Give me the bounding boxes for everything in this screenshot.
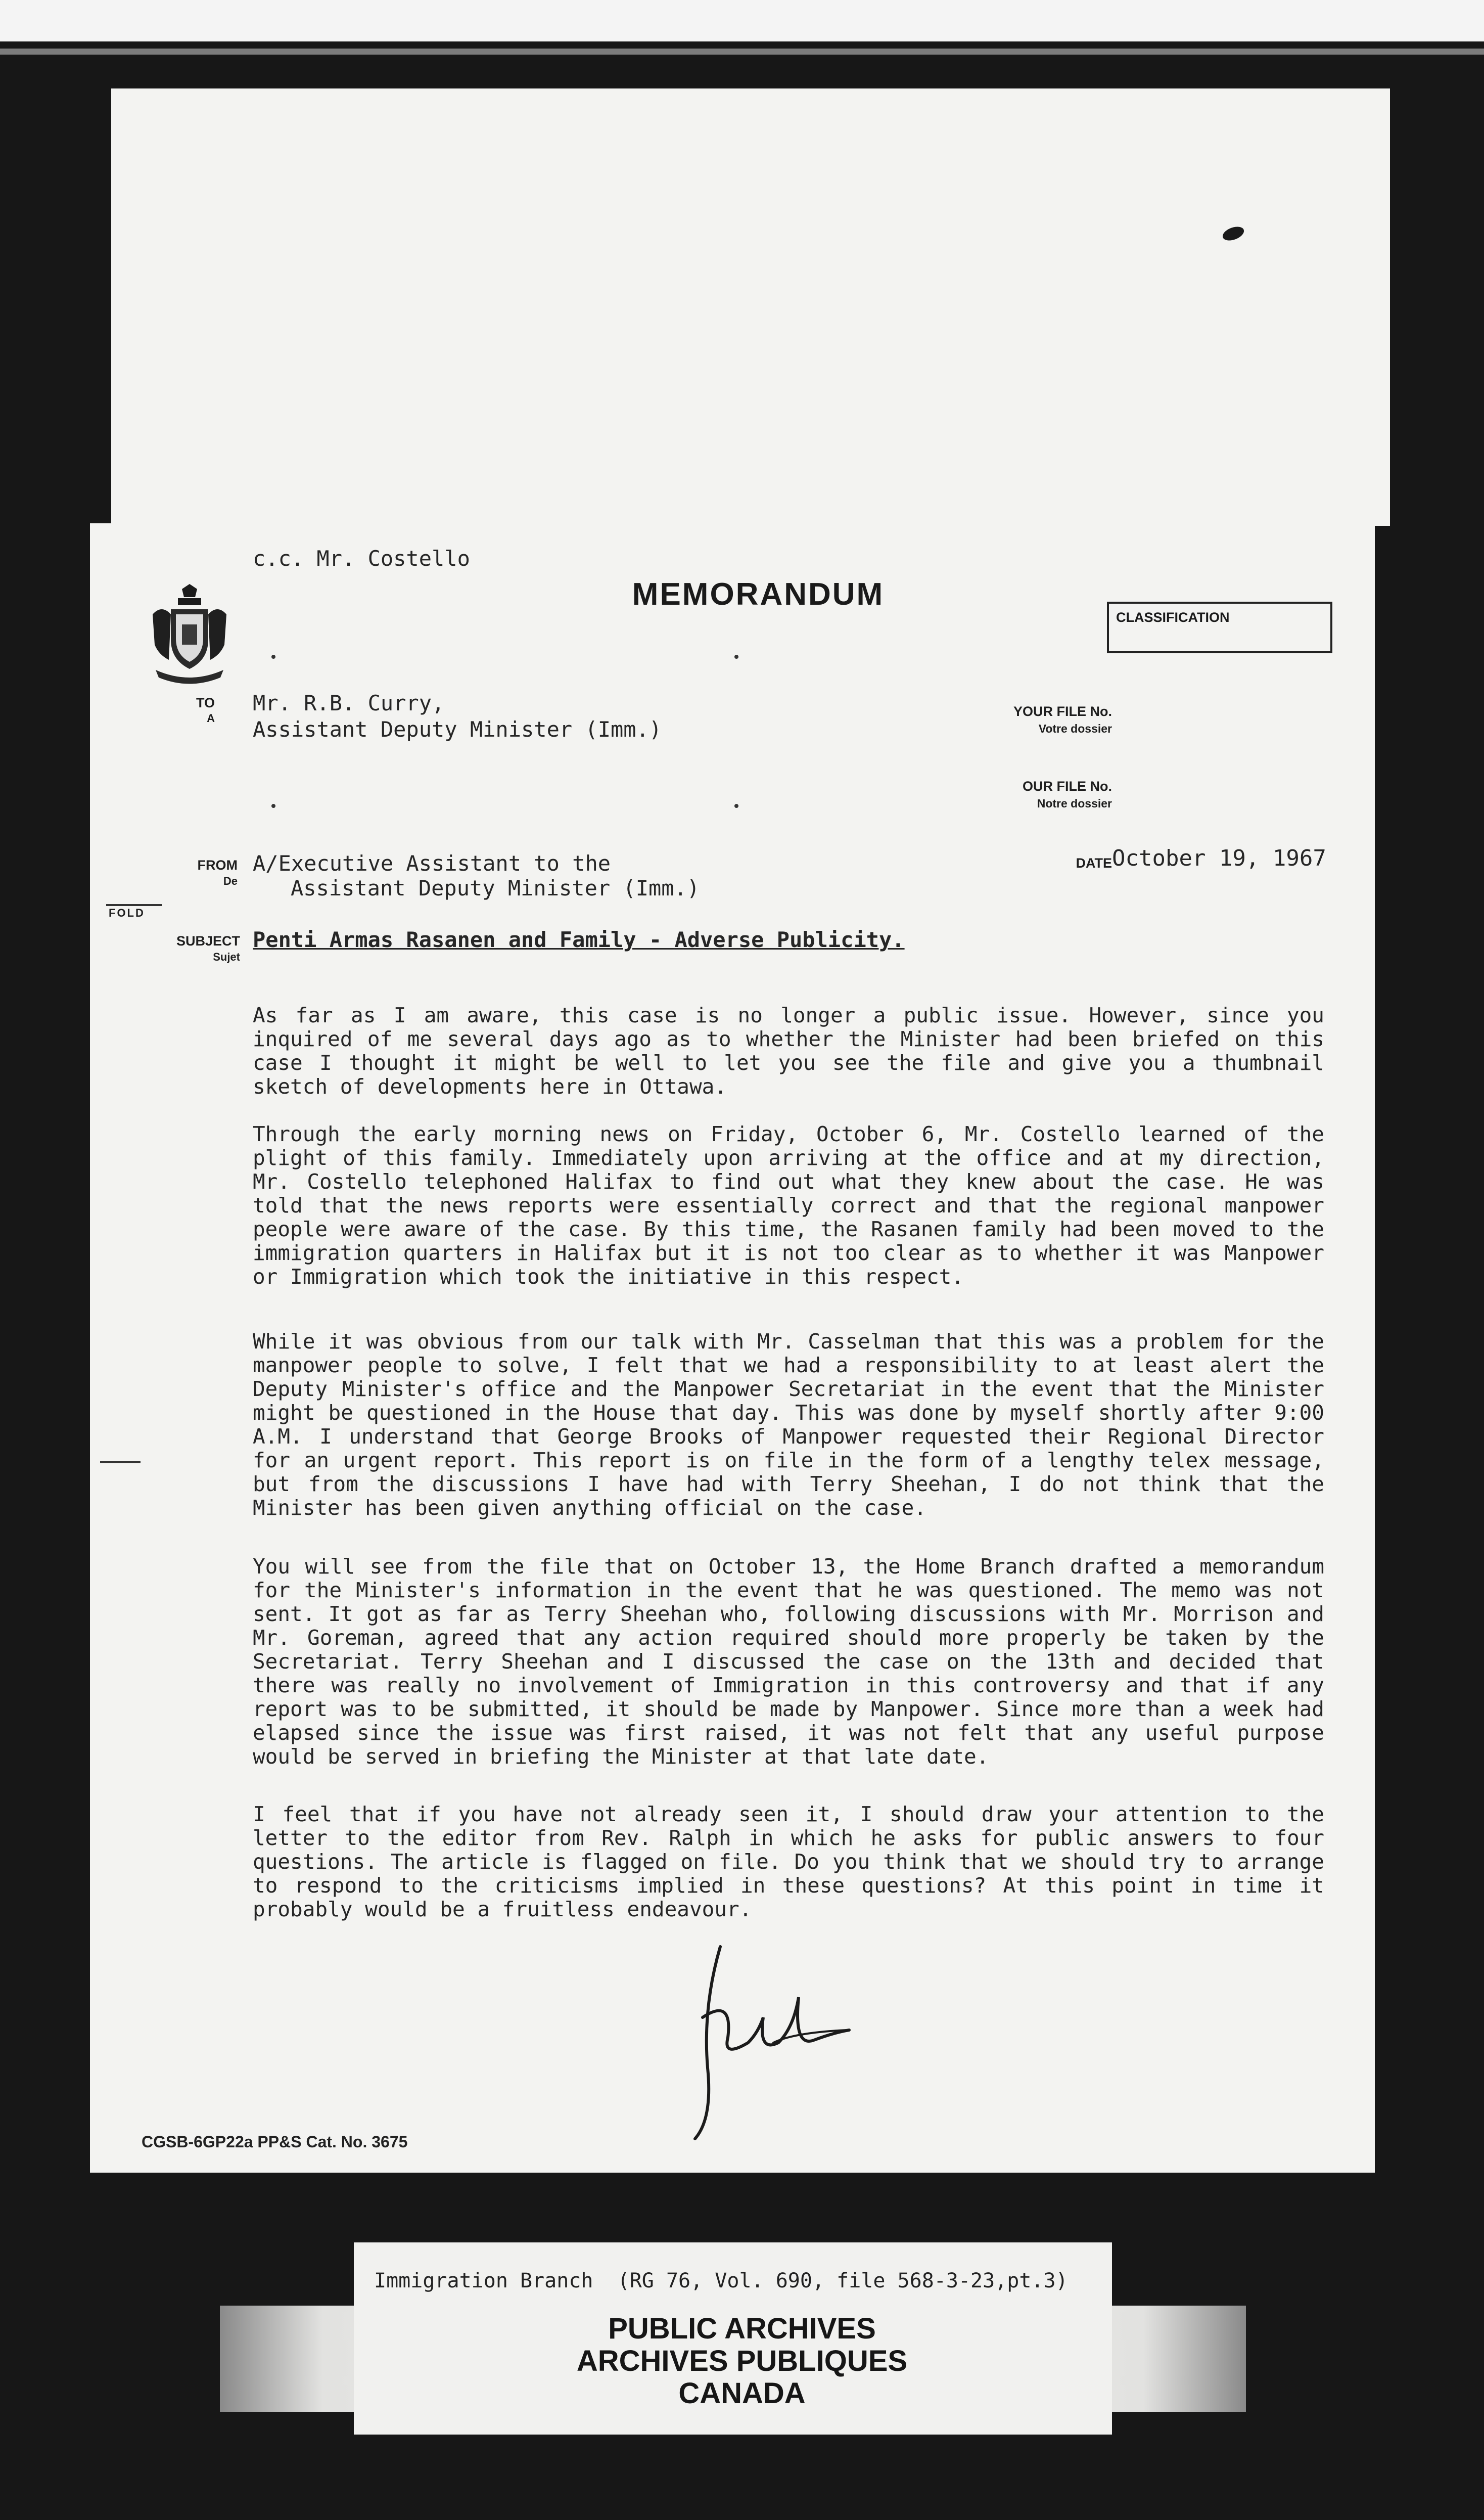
- from-label: FROM: [197, 858, 238, 873]
- subject-label: SUBJECT: [176, 933, 240, 949]
- subject-text: Penti Armas Rasanen and Family - Adverse Publicity.: [253, 927, 905, 952]
- cc-note: c.c. Mr. Costello: [253, 546, 470, 571]
- body-paragraph-5: I feel that if you have not already seen it, I should draw your attention to the letter to the editor from Rev. Ralph in which he asks for public answers to four questions. The article is flagged on file. Do you think that we should try to arrange to respond to the criticisms implied in these questions? At this point in time it probably would be a fruitless endeavour.: [253, 1802, 1324, 1921]
- handwritten-signature: [672, 1937, 854, 2149]
- top-border-strip: [0, 0, 1484, 41]
- margin-tick: [100, 1461, 141, 1463]
- archive-line-2: ARCHIVES PUBLIQUES: [576, 2345, 908, 2377]
- from-line-2: Assistant Deputy Minister (Imm.): [291, 876, 700, 901]
- body-paragraph-1: As far as I am aware, this case is no longer a public issue. However, since you inquired of me several days ago as to whether the Minister had been briefed on this case I thought it might be well to let you see the file and give you a thumbnail sketch of developments here in Ottawa.: [253, 1003, 1324, 1099]
- our-file-label-fr: Notre dossier: [1037, 797, 1112, 810]
- coat-of-arms-icon: [147, 584, 233, 685]
- date-value: October 19, 1967: [1112, 845, 1326, 871]
- our-file-label: OUR FILE No.: [1023, 779, 1112, 794]
- archive-line-1: PUBLIC ARCHIVES: [608, 2312, 876, 2345]
- bullet-dot: [271, 655, 275, 659]
- fold-label: FOLD: [109, 907, 145, 919]
- memo-title: MEMORANDUM: [632, 577, 885, 612]
- to-line-1: Mr. R.B. Curry,: [253, 691, 445, 715]
- fold-mark: [106, 904, 162, 906]
- to-line-2: Assistant Deputy Minister (Imm.): [253, 717, 662, 742]
- top-scan-rule: [0, 49, 1484, 55]
- to-label: TO: [196, 695, 215, 710]
- subject-label-fr: Sujet: [213, 951, 240, 963]
- from-label-fr: De: [223, 875, 238, 887]
- from-line-1: A/Executive Assistant to the: [253, 851, 611, 876]
- body-paragraph-4: You will see from the file that on October 13, the Home Branch drafted a memorandum for the Minister's information in the event that he was questioned. The memo was not sent. It got as far as Terry Sheehan who, following discussions with Mr. Morrison and Mr. Goreman, agreed that any action required should more properly be taken by the Secretariat. Terry Sheehan and I discussed the case on the 13th and decided that there was really no involvement of Immigration in this controversy and that if any report was to be submitted, it should be made by Manpower. Since more than a week had elapsed since the issue was first raised, it was not felt that any useful purpose would be served in briefing the Minister at that late date.: [253, 1554, 1324, 1769]
- archive-reference: Immigration Branch (RG 76, Vol. 690, file 568-3-23,pt.3): [374, 2269, 1068, 2292]
- classification-box: [1107, 602, 1332, 653]
- bullet-dot: [271, 804, 275, 808]
- form-code: CGSB-6GP22a PP&S Cat. No. 3675: [142, 2133, 408, 2151]
- bullet-dot: [734, 804, 738, 808]
- archive-line-3: CANADA: [678, 2377, 806, 2410]
- attached-top-sheet: [111, 88, 1390, 526]
- body-paragraph-2: Through the early morning news on Friday, October 6, Mr. Costello learned of the plight of this family. Immediately upon arriving at the office and at my direction, Mr. Costello telephoned Halifax to find out what they knew about the case. He was told that the news reports were essentially correct and that the regional manpower people were aware of the case. By this time, the Rasanen family had been moved to the immigration quarters in Halifax but it is not too clear as to whether it was Manpower or Immigration which took the initiative in this respect.: [253, 1122, 1324, 1289]
- classification-label: CLASSIFICATION: [1116, 610, 1230, 625]
- to-label-fr: A: [207, 712, 215, 725]
- your-file-label: YOUR FILE No.: [1013, 704, 1112, 719]
- your-file-label-fr: Votre dossier: [1038, 722, 1112, 735]
- bullet-dot: [734, 655, 738, 659]
- body-paragraph-3: While it was obvious from our talk with Mr. Casselman that this was a problem for the manpower people to solve, I felt that we had a responsibility to at least alert the Deputy Minister's office and the Manpower Secretariat in the event that the Minister might be questioned in the House that day. This was done by myself shortly after 9:00 A.M. I understand that George Brooks of Manpower requested their Regional Director for an urgent report. This report is on file in the form of a lengthy telex message, but from the discussions I have had with Terry Sheehan, I do not think that the Minister has been given anything official on the case.: [253, 1329, 1324, 1520]
- date-label: DATE: [1076, 856, 1112, 871]
